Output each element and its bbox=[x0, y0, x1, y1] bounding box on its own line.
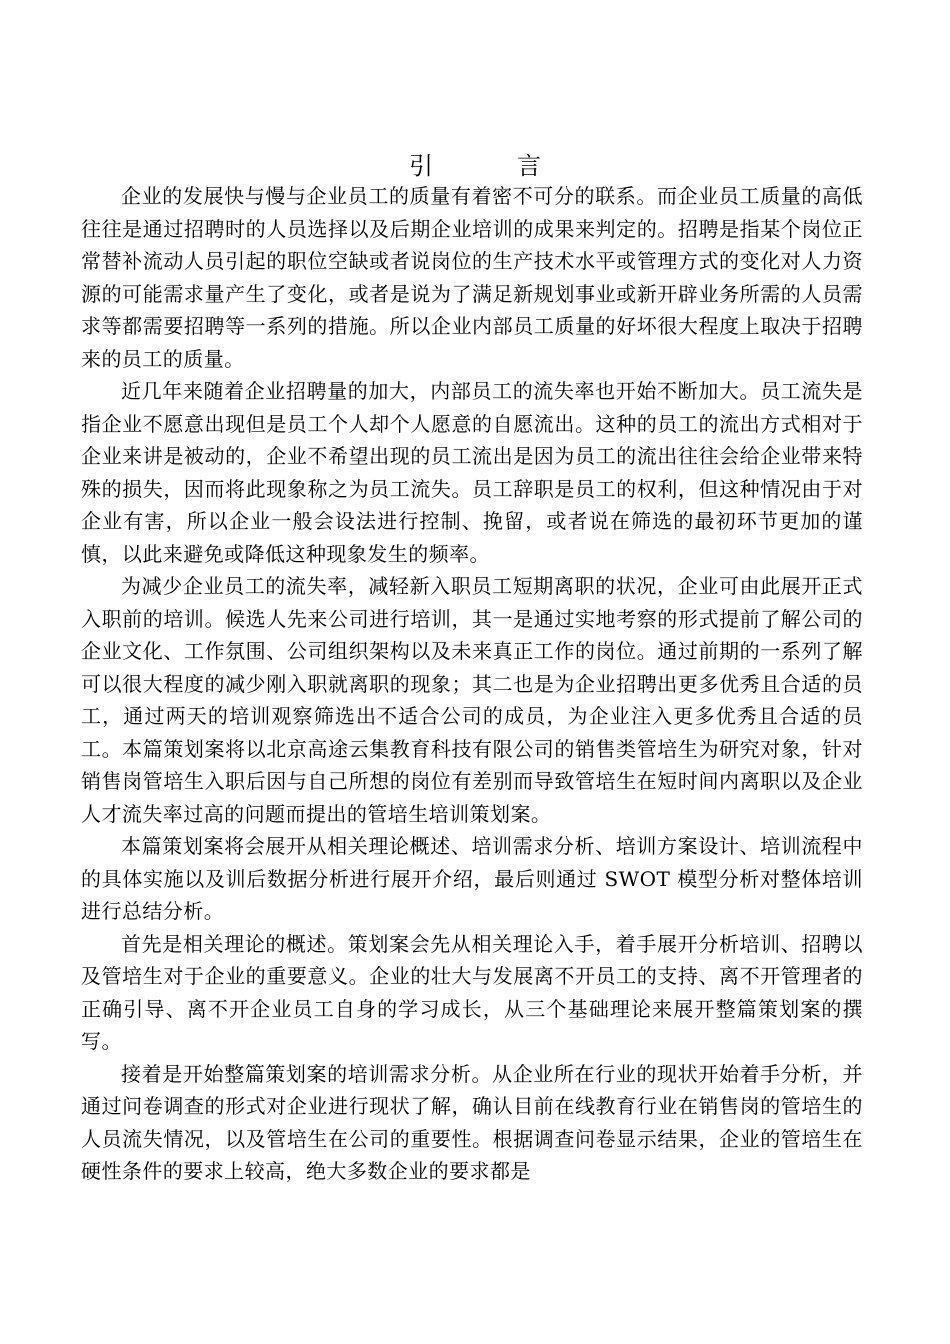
paragraph-1: 企业的发展快与慢与企业员工的质量有着密不可分的联系。而企业员工质量的高低往往是通过招聘时的人员选择以及后期企业培训的成果来判定的。招聘是指某个岗位正常替补流动人员引起的职位空缺或者说岗位的生产技术水平或管理方式的变化对人力资源的可能需求量产生了变化，或者是说为了满足新规划事业或新开辟业务所需的人员需求等都需要招聘等一系列的措施。所以企业内部员工质量的好坏很大程度上取决于招聘来的员工的质量。 bbox=[81, 184, 863, 371]
paragraph-3: 为减少企业员工的流失率，减轻新入职员工短期离职的状况，企业可由此展开正式入职前的培训。候选人先来公司进行培训，其一是通过实地考察的形式提前了解公司的企业文化、工作氛围、公司组织架构以及未来真正工作的岗位。通过前期的一系列了解可以很大程度的减少刚入职就离职的现象；其二也是为企业招聘出更多优秀且合适的员工，通过两天的培训观察筛选出不适合公司的成员，为企业注入更多优秀且合适的员工。本篇策划案将以北京高途云集教育科技有限公司的销售类管培生为研究对象，针对销售岗管培生入职后因与自己所想的岗位有差别而导致管培生在短时间内离职以及企业人才流失率过高的问题而提出的管培生培训策划案。 bbox=[81, 574, 863, 826]
paragraph-4: 本篇策划案将会展开从相关理论概述、培训需求分析、培训方案设计、培训流程中的具体实施以及训后数据分析进行展开介绍，最后则通过 SWOT 模型分析对整体培训进行总结分析。 bbox=[81, 834, 863, 923]
paragraph-5: 首先是相关理论的概述。策划案会先从相关理论入手，着手展开分析培训、招聘以及管培生对于企业的重要意义。企业的壮大与发展离不开员工的支持、离不开管理者的正确引导、离不开企业员工自身的学习成长，从三个基础理论来展开整篇策划案的撰写。 bbox=[81, 931, 863, 1053]
page-title: 引 言 bbox=[409, 152, 571, 180]
paragraph-2: 近几年来随着企业招聘量的加大，内部员工的流失率也开始不断加大。员工流失是指企业不愿意出现但是员工个人却个人愿意的自愿流出。这种的员工的流出方式相对于企业来讲是被动的，企业不希望出现的员工流出是因为员工的流出往往会给企业带来特殊的损失，因而将此现象称之为员工流失。员工辞职是员工的权利，但这种情况由于对企业有害，所以企业一般会设法进行控制、挽留，或者说在筛选的最初环节更加的谨慎，以此来避免或降低这种现象发生的频率。 bbox=[81, 379, 863, 566]
paragraph-6: 接着是开始整篇策划案的培训需求分析。从企业所在行业的现状开始着手分析，并通过问卷调查的形式对企业进行现状了解，确认目前在线教育行业在销售岗的管培生的人员流失情况，以及管培生在公司的重要性。根据调查问卷显示结果，企业的管培生在硬性条件的要求上较高，绝大多数企业的要求都是 bbox=[81, 1061, 863, 1183]
document-body bbox=[81, 180, 863, 1188]
